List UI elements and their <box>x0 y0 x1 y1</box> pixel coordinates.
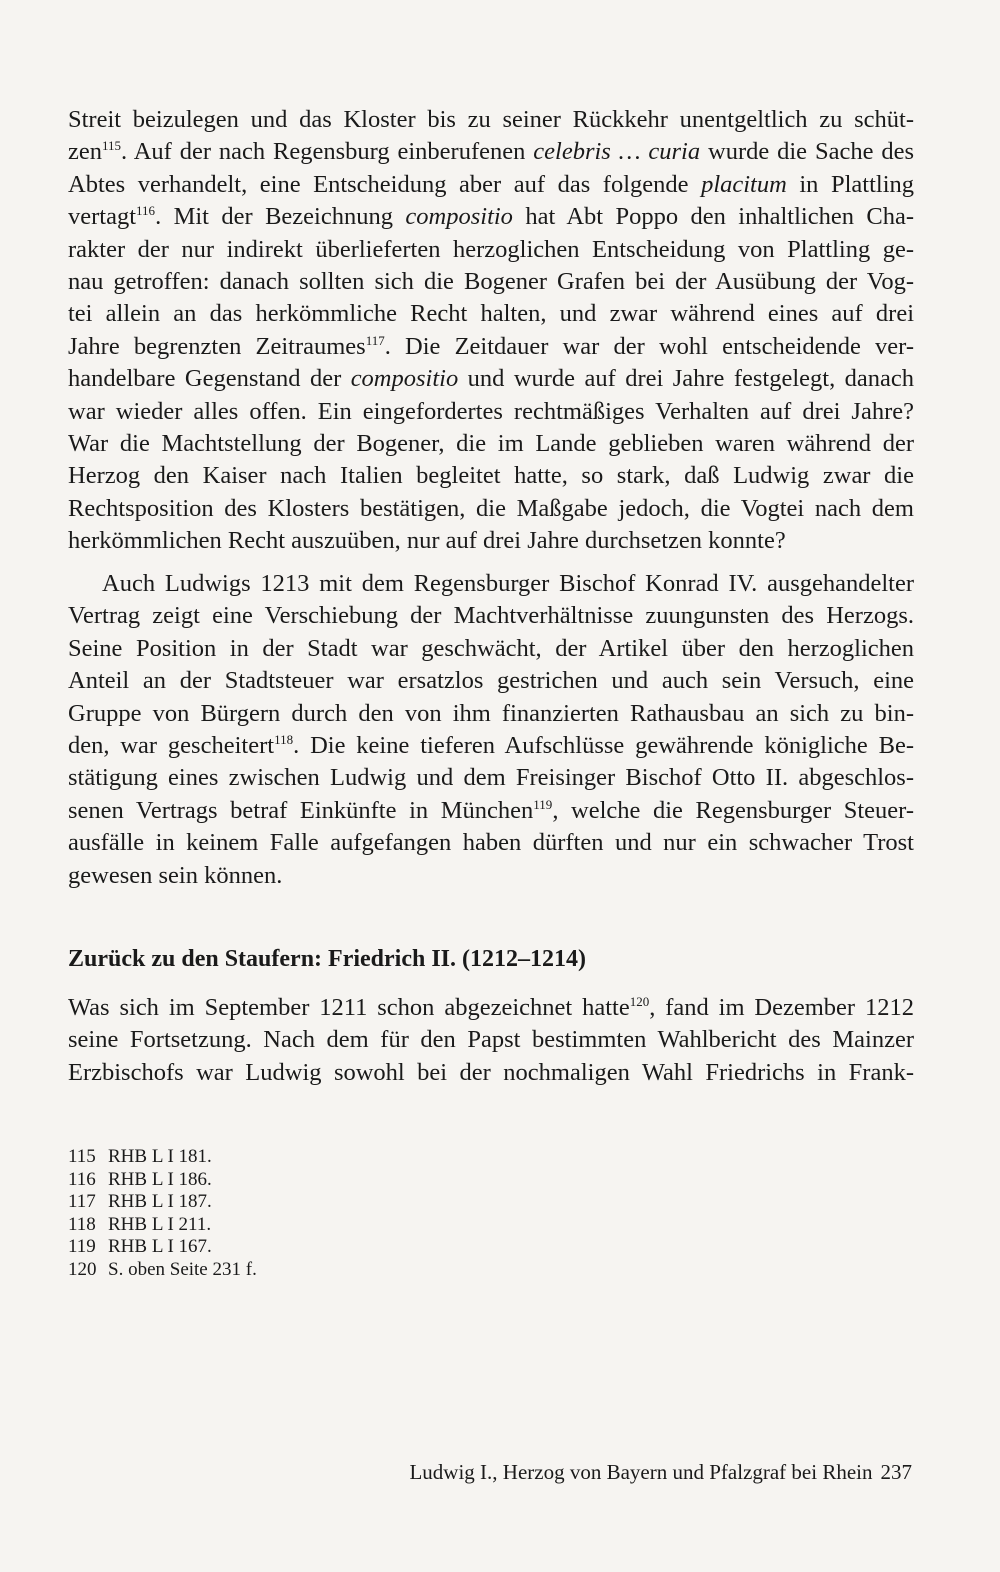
text-line: handelbare Gegenstand der compositio und wurde auf drei Jahre festgelegt, danach <box>68 365 914 393</box>
text-line: seine Fortsetzung. Nach dem für den Papst bestimmten Wahlbericht des Mainzer <box>68 1026 914 1054</box>
footnote-number: 118 <box>68 1213 96 1235</box>
footnote-text: S. oben Seite 231 f. <box>108 1258 257 1280</box>
page-number: 237 <box>880 1460 912 1484</box>
footnote-item <box>68 1191 257 1214</box>
footnote-text: RHB L I 211. <box>108 1213 212 1235</box>
text-line: den, war gescheitert$^{118}$. Die keine tieferen Aufschlüsse gewährende königliche Be- <box>68 731 914 759</box>
text-line: gewesen sein können. <box>68 861 283 889</box>
section-heading: Zurück zu den Staufern: Friedrich II. (1212–1214) <box>68 946 586 972</box>
footnote-ref[interactable]: 117 <box>365 332 385 348</box>
footnote-number: 115 <box>68 1146 96 1167</box>
text-line: War die Machtstellung der Bogener, die im Lande geblieben waren während der <box>68 429 914 457</box>
text-line: Herzog den Kaiser nach Italien begleitet hatte, so stark, daß Ludwig zwar die <box>68 462 914 490</box>
footnote-item <box>68 1146 257 1169</box>
footnotes <box>68 1146 257 1282</box>
text-line: herkömmlichen Recht auszuüben, nur auf drei Jahre durchsetzen konnte? <box>68 527 786 555</box>
footnote-ref[interactable]: 116 <box>136 203 156 219</box>
footnote-item <box>68 1259 257 1282</box>
footnote-ref[interactable]: 120 <box>629 994 650 1009</box>
text-line: senen Vertrags betraf Einkünfte in München$^{119}$, welche die Regensburger Steuer- <box>68 796 914 824</box>
paragraph-2 <box>68 568 914 892</box>
text-line: Rechtsposition des Klosters bestätigen, die Maßgabe jedoch, die Vogtei nach dem <box>68 494 914 522</box>
text-line: vertagt$^{116}$. Mit der Bezeichnung compositio hat Abt Poppo den inhaltlichen Cha- <box>68 203 914 231</box>
text-line: Vertrag zeigt eine Verschiebung der Machtverhältnisse zuungunsten des Herzogs. <box>68 602 914 630</box>
text-line: rakter der nur indirekt überlieferten herzoglichen Entscheidung von Plattling ge- <box>68 235 914 263</box>
text-line: nau getroffen: danach sollten sich die Bogener Grafen bei der Ausübung der Vog- <box>68 267 914 295</box>
text-line: ausfälle in keinem Falle aufgefangen haben dürften und nur ein schwacher Trost <box>68 829 914 857</box>
text-line: Abtes verhandelt, eine Entscheidung aber auf das folgende placitum in Plattling <box>68 170 915 198</box>
footnote-text: RHB L I 181. <box>108 1146 212 1167</box>
footnote-ref[interactable]: 119 <box>533 796 553 812</box>
paragraph-1 <box>68 104 914 557</box>
footnote-number: 117 <box>68 1191 96 1213</box>
footnote-text: RHB L I 186. <box>108 1168 212 1190</box>
footnote-text: RHB L I 187. <box>108 1191 212 1213</box>
running-footer <box>409 1460 912 1485</box>
footnote-item <box>68 1214 257 1237</box>
footnote-item <box>68 1236 257 1259</box>
footnote-number: 120 <box>68 1258 97 1280</box>
paragraph-3 <box>68 992 914 1089</box>
text-line: war wieder alles offen. Ein eingefordertes rechtmäßiges Verhalten auf drei Jahre? <box>68 397 914 425</box>
text-line: Anteil an der Stadtsteuer war ersatzlos gestrichen und auch sein Versuch, eine <box>68 667 914 695</box>
footnote-item <box>68 1169 257 1192</box>
footnote-text: RHB L I 167. <box>108 1236 212 1258</box>
text-line: Erzbischofs war Ludwig sowohl bei der nochmaligen Wahl Friedrichs in Frank- <box>68 1058 914 1086</box>
text-line: Was sich im September 1211 schon abgezeichnet hatte$^{120}$, fand im Dezember 1212 <box>68 994 914 1021</box>
footnote-number: 116 <box>68 1168 96 1190</box>
text-line: Streit beizulegen und das Kloster bis zu seiner Rückkehr unentgeltlich zu schüt- <box>68 106 914 133</box>
text-line: Auch Ludwigs 1213 mit dem Regensburger Bischof Konrad IV. ausgehandelter <box>102 570 914 597</box>
text-line: Seine Position in der Stadt war geschwächt, der Artikel über den herzoglichen <box>68 634 914 662</box>
footnote-ref[interactable]: 118 <box>274 731 294 747</box>
text-line: Jahre begrenzten Zeitraumes$^{117}$. Die Zeitdauer war der wohl entscheidende ver- <box>68 332 915 360</box>
text-line: Gruppe von Bürgern durch den von ihm finanzierten Rathausbau an sich zu bin- <box>68 699 914 727</box>
footnote-ref[interactable]: 115 <box>102 138 122 154</box>
text-line: zen$^{115}$. Auf der nach Regensburg einberufenen celebris … curia wurde die Sache des <box>68 138 914 166</box>
footnote-number: 119 <box>68 1236 96 1258</box>
running-title: Ludwig I., Herzog von Bayern und Pfalzgraf bei Rhein <box>409 1460 873 1484</box>
text-line: tei allein an das herkömmliche Recht halten, und zwar während eines auf drei <box>68 300 914 328</box>
text-line: stätigung eines zwischen Ludwig und dem Freisinger Bischof Otto II. abgeschlos- <box>68 764 914 792</box>
